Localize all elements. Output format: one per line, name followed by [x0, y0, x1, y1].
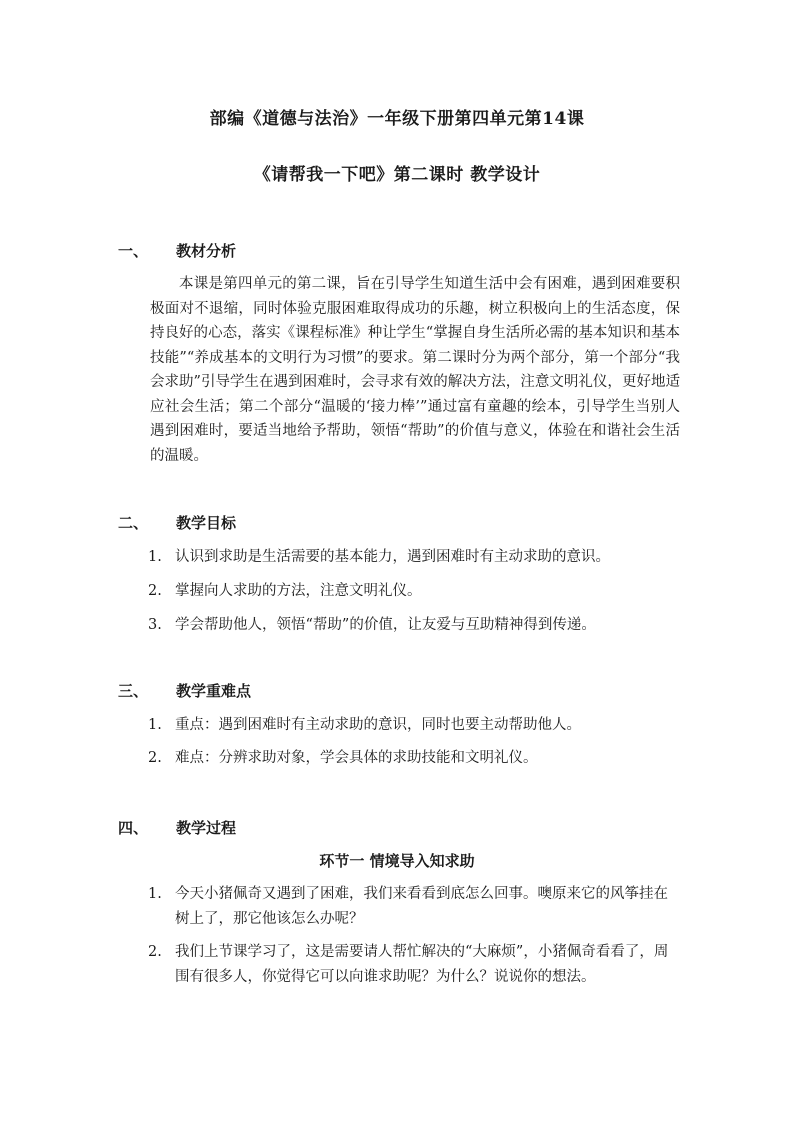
section-number: 二、: [118, 514, 149, 532]
list-item-number: 1.: [148, 549, 162, 565]
section-heading-analysis: [118, 240, 236, 261]
list-item: [148, 613, 680, 638]
list-item: [148, 746, 680, 771]
list-item-number: 2.: [148, 583, 162, 599]
section-number: 三、: [118, 682, 149, 700]
list-item-number: 3.: [148, 617, 162, 633]
stage-title: 环节一 情境导入知求助: [319, 852, 475, 870]
section-heading-process: [118, 817, 236, 838]
section-heading-objectives: [118, 512, 236, 533]
list-item: [148, 882, 680, 931]
section-number: 一、: [118, 242, 149, 260]
list-item: [148, 713, 680, 738]
list-item: [148, 545, 680, 570]
list-item-text: 学会帮助他人，领悟“帮助”的价值，让友爱与互助精神得到传递。: [175, 617, 596, 633]
analysis-paragraph: 本课是第四单元的第二课，旨在引导学生知道生活中会有困难，遇到困难要积极面对不退缩，同时体验克服困难取得成功的乐趣，树立积极向上的生活态度，保持良好的心态，落实《课程标准》种让学生“掌握自身生活所必需的基本知识和基本技能”“养成基本的文明行为习惯”的要求。第二课时分为两个部分，第一个部分“我会求助”引导学生在遇到困难时，会寻求有效的解决方法，注意文明礼仪，更好地适应社会生活；第二个部分“温暖的‘接力棒’”通过富有童趣的绘本，引导学生当别人遇到困难时，要适当地给予帮助，领悟“帮助”的价值与意义，体验在和谐社会生活的温暖。: [150, 276, 680, 464]
section-number: 四、: [118, 819, 149, 837]
list-item-text: 我们上节课学习了，这是需要请人帮忙解决的“大麻烦”，小猪佩奇看看了，周围有很多人，你觉得它可以向谁求助呢？为什么？说说你的想法。: [175, 944, 669, 985]
list-item-text: 难点：分辨求助对象，学会具体的求助技能和文明礼仪。: [175, 750, 538, 766]
section-title: 教材分析: [176, 242, 237, 260]
list-item-number: 2.: [148, 944, 162, 960]
list-item-number: 1.: [148, 717, 162, 733]
list-item-text: 重点：遇到困难时有主动求助的意识，同时也要主动帮助他人。: [175, 717, 581, 733]
section-title: 教学重难点: [176, 682, 252, 700]
section-title: 教学目标: [176, 514, 237, 532]
list-item-text: 今天小猪佩奇又遇到了困难，我们来看看到底怎么回事。噢原来它的风筝挂在树上了，那它他该怎么办呢？: [175, 886, 668, 927]
document-subtitle: 《请帮我一下吧》第二课时 教学设计: [253, 165, 541, 185]
section-heading-key-points: [118, 680, 251, 701]
list-item: [148, 940, 680, 989]
list-item-number: 1.: [148, 886, 162, 902]
list-item: [148, 579, 680, 604]
section-title: 教学过程: [176, 819, 237, 837]
list-item-number: 2.: [148, 750, 162, 766]
list-item-text: 认识到求助是生活需要的基本能力，遇到困难时有主动求助的意识。: [175, 549, 610, 565]
document-title: 部编《道德与法治》一年级下册第四单元第14课: [209, 109, 585, 129]
list-item-text: 掌握向人求助的方法，注意文明礼仪。: [175, 583, 422, 599]
